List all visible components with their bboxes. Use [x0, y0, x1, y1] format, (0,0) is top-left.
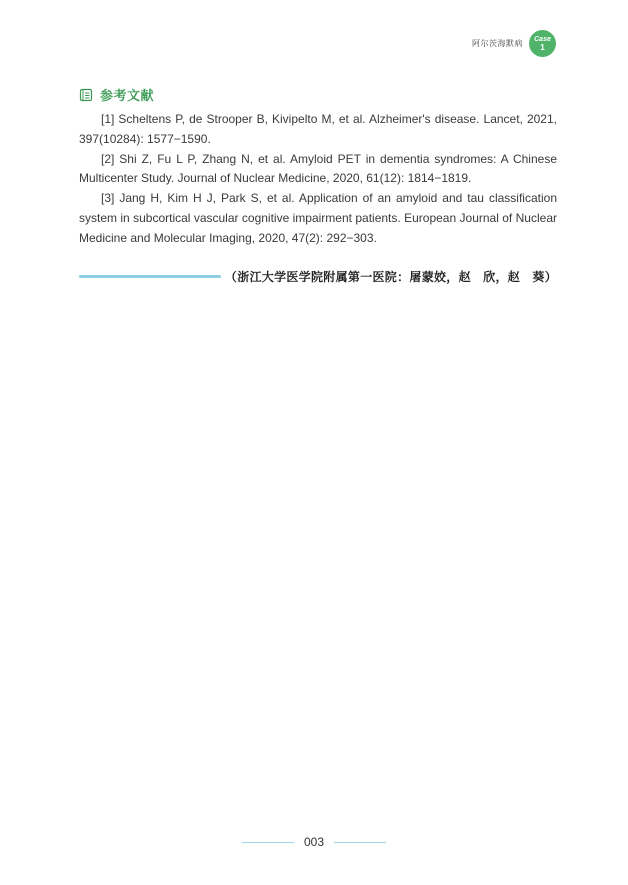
footer-divider-left — [242, 842, 294, 843]
running-title: 阿尔茨海默病 — [472, 39, 523, 48]
reference-item: [1] Scheltens P, de Strooper B, Kivipelto M, et al. Alzheimer's disease. Lancet, 2021, 397(10284): 1577−1590. — [79, 112, 557, 146]
footer-divider-right — [334, 842, 386, 843]
references-title: 参考文献 — [100, 89, 155, 104]
affiliation-divider — [79, 275, 221, 278]
affiliation-text: （浙江大学医学院附属第一医院：屠蒙姣，赵 欣，赵 葵） — [224, 270, 557, 284]
affiliation-row — [79, 268, 557, 285]
reference-item: [3] Jang H, Kim H J, Park S, et al. Application of an amyloid and tau classification system in subcortical vascular cognitive impairment patients. European Journal of Nuclear Medicine and Molecular Imaging, 2020, 47(2): 292−303. — [79, 191, 557, 245]
reference-list — [79, 110, 557, 249]
case-badge — [529, 30, 556, 57]
references-heading — [79, 85, 154, 104]
case-number: 1 — [540, 42, 545, 52]
page-footer — [0, 835, 628, 849]
reference-item: [2] Shi Z, Fu L P, Zhang N, et al. Amyloid PET in dementia syndromes: A Chinese Multicenter Study. Journal of Nuclear Medicine, 2020, 61(12): 1814−1819. — [79, 151, 557, 186]
book-icon — [79, 88, 93, 102]
case-label: Case — [534, 35, 551, 43]
page-header — [472, 30, 556, 57]
page-number: 003 — [303, 835, 325, 849]
